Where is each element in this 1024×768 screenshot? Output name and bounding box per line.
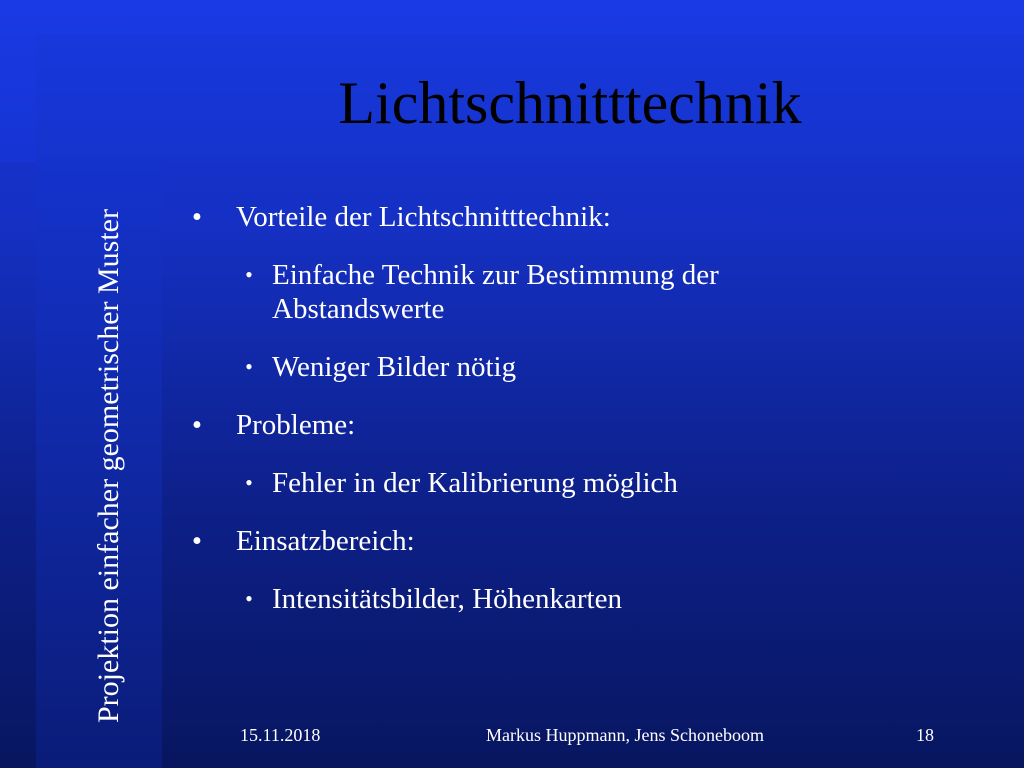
bullet-list [180,200,980,616]
bullet-icon: • [245,262,253,287]
list-item [180,200,980,234]
bullet-text: Fehler in der Kalibrierung möglich [272,467,678,499]
list-item [180,466,980,500]
bullet-text: Intensitätsbilder, Höhenkarten [272,583,622,615]
page-number: 18 [916,725,934,745]
list-item [180,524,980,558]
list-item [180,582,980,616]
bullet-text: Einfache Technik zur Bestimmung der Abstandswerte [272,259,719,325]
list-item [180,258,980,326]
bullet-text: Einsatzbereich: [236,525,415,557]
list-item [180,408,980,442]
side-title: Projektion einfacher geometrischer Muster [92,209,125,723]
bullet-text: Probleme: [236,409,356,441]
bullet-icon: • [191,201,203,233]
footer-authors: Markus Huppmann, Jens Schoneboom [486,725,764,745]
bullet-icon: • [245,354,253,379]
side-title-wrapper [86,172,132,760]
list-item [180,350,980,384]
bullet-icon: • [245,470,253,495]
bullet-text: Vorteile der Lichtschnitttechnik: [236,201,611,233]
footer-date: 15.11.2018 [240,725,321,745]
bullet-icon: • [191,525,203,557]
bullet-icon: • [245,586,253,611]
slide-title: Lichtschnitttechnik [338,70,802,136]
bullet-icon: • [191,409,203,441]
bullet-text: Weniger Bilder nötig [272,351,517,383]
